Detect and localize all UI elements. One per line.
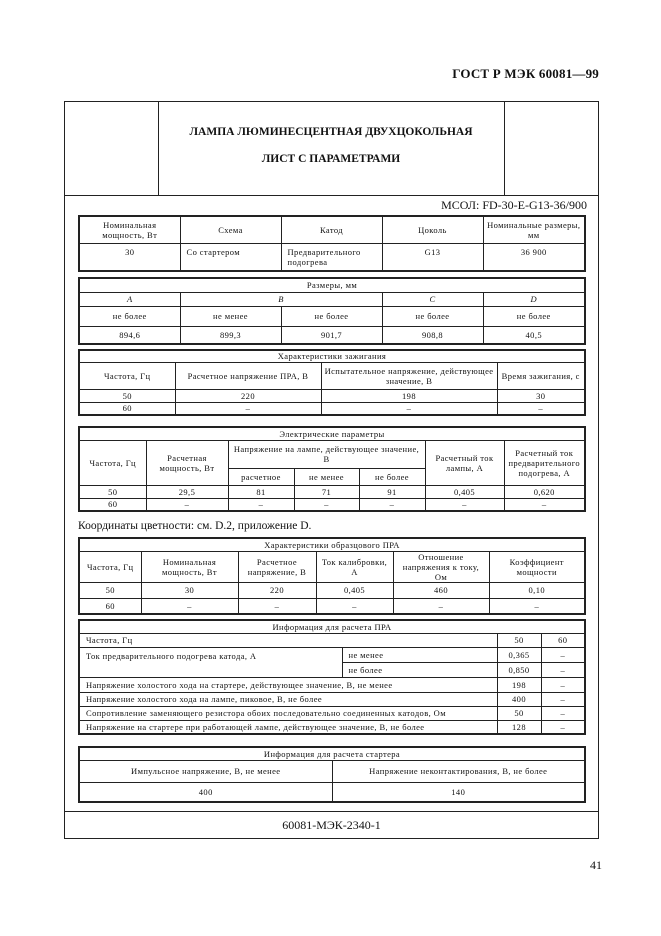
- ballast-design-table: [78, 619, 586, 735]
- header-cell: Расчетное напряжение ПРА, В: [175, 362, 321, 389]
- table-cell: –: [541, 662, 585, 677]
- chromaticity-note: Координаты цветности: см. D.2, приложение D.: [78, 520, 312, 532]
- table-cell: –: [175, 402, 321, 415]
- table-cell: 60: [79, 498, 146, 511]
- header-cell: Частота, Гц: [79, 440, 146, 485]
- header-cell: Расчетный ток лампы, А: [425, 440, 504, 485]
- header-bottom-line: [64, 195, 599, 196]
- table-cell: не более: [342, 662, 497, 677]
- table-cell: Ток предварительного подогрева катода, А: [79, 647, 342, 677]
- subheader-cell: не менее: [294, 468, 359, 485]
- table-title: Размеры, мм: [79, 278, 585, 292]
- page-number: 41: [590, 858, 602, 872]
- table-cell: 0,405: [425, 485, 504, 498]
- header-cell: Отношение напряжения к току, Ом: [393, 551, 489, 582]
- table-cell: 400: [79, 782, 332, 802]
- limit-cell: не более: [483, 306, 585, 326]
- table-cell: 50: [79, 389, 175, 402]
- table-cell: 50: [497, 706, 541, 720]
- table-cell: –: [141, 598, 238, 614]
- dimension-letter: C: [382, 292, 483, 306]
- subheader-cell: расчетное: [228, 468, 294, 485]
- limit-cell: не менее: [180, 306, 281, 326]
- header-cell: Расчетный ток предварительного подогрева, А: [504, 440, 585, 485]
- header-cell: Расчетная мощность, Вт: [146, 440, 228, 485]
- table-cell: 50: [497, 633, 541, 647]
- sheet-title: ЛАМПА ЛЮМИНЕСЦЕНТНАЯ ДВУХЦОКОЛЬНАЯ: [189, 126, 473, 138]
- ignition-table: [78, 349, 586, 416]
- dimensions-table: [78, 277, 586, 345]
- dimension-letter: A: [79, 292, 180, 306]
- dimension-letter: B: [180, 292, 382, 306]
- table-cell: –: [393, 598, 489, 614]
- table-cell: 198: [497, 677, 541, 692]
- starter-design-table: [78, 746, 586, 803]
- header-cell: Частота, Гц: [79, 362, 175, 389]
- header-cell: Схема: [180, 216, 281, 243]
- table-cell: 400: [497, 692, 541, 706]
- table-cell: 29,5: [146, 485, 228, 498]
- table-cell: –: [504, 498, 585, 511]
- table-cell: 198: [321, 389, 497, 402]
- table-cell: 30: [79, 243, 180, 271]
- header-cell: Номинальная мощность, Вт: [141, 551, 238, 582]
- table-cell: 30: [141, 582, 238, 598]
- table-title: Электрические параметры: [79, 427, 585, 440]
- table-cell: Напряжение на стартере при работающей лампе, действующее значение, В, не более: [79, 720, 497, 734]
- table-cell: –: [316, 598, 393, 614]
- table-cell: 91: [359, 485, 425, 498]
- table-cell: не менее: [342, 647, 497, 662]
- table-cell: 36 900: [483, 243, 585, 271]
- table-cell: –: [238, 598, 316, 614]
- header-cell: Ток калибровки, А: [316, 551, 393, 582]
- table-cell: Со стартером: [180, 243, 281, 271]
- header-cell: Время зажигания, с: [497, 362, 585, 389]
- limit-cell: не более: [79, 306, 180, 326]
- table-cell: Напряжение холостого хода на стартере, действующее значение, В, не менее: [79, 677, 497, 692]
- table-cell: Напряжение холостого хода на лампе, пиковое, В, не более: [79, 692, 497, 706]
- header-cell: Испытательное напряжение, действующее значение, В: [321, 362, 497, 389]
- sheet-code: 60081-МЭК-2340-1: [282, 818, 381, 832]
- value-cell: 40,5: [483, 326, 585, 344]
- table-cell: –: [321, 402, 497, 415]
- table-cell: –: [541, 692, 585, 706]
- header-cell: Цоколь: [382, 216, 483, 243]
- table-cell: 140: [332, 782, 585, 802]
- table-cell: 60: [79, 598, 141, 614]
- header-cell: Номинальные размеры, мм: [483, 216, 585, 243]
- table-cell: –: [541, 706, 585, 720]
- electrical-table: [78, 426, 586, 512]
- value-cell: 901,7: [281, 326, 382, 344]
- table-cell: –: [228, 498, 294, 511]
- value-cell: 899,3: [180, 326, 281, 344]
- limit-cell: не более: [281, 306, 382, 326]
- table-title: Характеристики зажигания: [79, 350, 585, 362]
- header-cell: Номинальная мощность, Вт: [79, 216, 180, 243]
- sheet-subtitle: ЛИСТ С ПАРАМЕТРАМИ: [261, 153, 401, 165]
- header-cell: Коэффициент мощности: [489, 551, 585, 582]
- table-cell: 50: [79, 485, 146, 498]
- header-cell: Расчетное напряжение, В: [238, 551, 316, 582]
- table-cell: 220: [238, 582, 316, 598]
- reference-ballast-table: [78, 537, 586, 615]
- table-cell: –: [489, 598, 585, 614]
- table-cell: 60: [79, 402, 175, 415]
- header-divider-right: [504, 101, 505, 195]
- table-cell: 81: [228, 485, 294, 498]
- table-cell: 60: [541, 633, 585, 647]
- footer-line: [64, 811, 599, 812]
- lamp-general-table: [78, 215, 586, 272]
- table-cell: 128: [497, 720, 541, 734]
- dimension-letter: D: [483, 292, 585, 306]
- table-cell: Частота, Гц: [79, 633, 497, 647]
- table-title: Информация для расчета ПРА: [79, 620, 585, 633]
- table-cell: 71: [294, 485, 359, 498]
- standard-number: ГОСТ Р МЭК 60081—99: [452, 66, 599, 81]
- table-cell: –: [294, 498, 359, 511]
- table-cell: –: [541, 677, 585, 692]
- header-cell: Импульсное напряжение, В, не менее: [79, 760, 332, 782]
- table-cell: 30: [497, 389, 585, 402]
- table-cell: 50: [79, 582, 141, 598]
- table-cell: –: [425, 498, 504, 511]
- table-cell: 0,850: [497, 662, 541, 677]
- header-cell: Напряжение на лампе, действующее значение, В: [228, 440, 425, 468]
- value-cell: 908,8: [382, 326, 483, 344]
- subheader-cell: не более: [359, 468, 425, 485]
- table-cell: –: [541, 647, 585, 662]
- table-cell: 0,365: [497, 647, 541, 662]
- table-cell: –: [541, 720, 585, 734]
- header-divider-left: [158, 101, 159, 195]
- table-cell: –: [359, 498, 425, 511]
- table-cell: 0,10: [489, 582, 585, 598]
- header-cell: Частота, Гц: [79, 551, 141, 582]
- table-cell: Сопротивление заменяющего резистора обоих последовательно соединенных катодов, Ом: [79, 706, 497, 720]
- table-cell: Предварительного подогрева: [281, 243, 382, 271]
- lamp-code: МСОЛ: FD-30-E-G13-36/900: [441, 198, 587, 212]
- table-cell: 220: [175, 389, 321, 402]
- header-cell: Напряжение неконтактирования, В, не более: [332, 760, 585, 782]
- table-cell: 0,405: [316, 582, 393, 598]
- header-cell: Катод: [281, 216, 382, 243]
- table-cell: 0,620: [504, 485, 585, 498]
- table-cell: –: [146, 498, 228, 511]
- table-cell: 460: [393, 582, 489, 598]
- table-cell: G13: [382, 243, 483, 271]
- table-title: Информация для расчета стартера: [79, 747, 585, 760]
- table-title: Характеристики образцового ПРА: [79, 538, 585, 551]
- value-cell: 894,6: [79, 326, 180, 344]
- limit-cell: не более: [382, 306, 483, 326]
- table-cell: –: [497, 402, 585, 415]
